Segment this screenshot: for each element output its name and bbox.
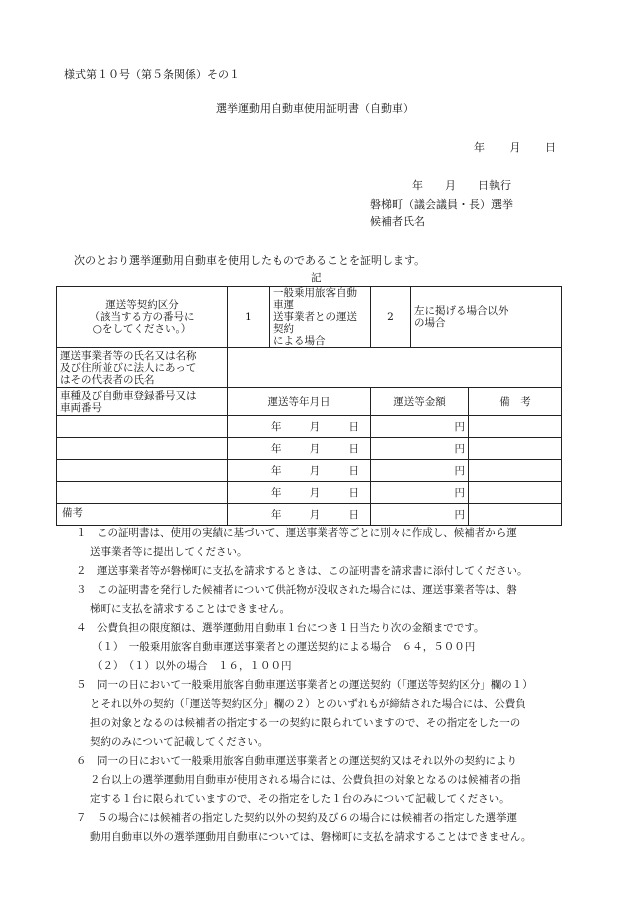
amount-cell[interactable]: 円 [371, 482, 469, 504]
note-line: ７ ５の場合には候補者の指定した契約以外の契約及び６の場合には候補者の指定した選挙運 [76, 812, 517, 824]
table-row [57, 482, 562, 504]
note-line: 送事業者等に提出してください。 [90, 546, 248, 558]
date-cell[interactable]: 年 月 日 [228, 460, 371, 482]
col-date-header: 運送等年月日 [228, 388, 371, 416]
amount-cell[interactable]: 円 [371, 416, 469, 438]
note-line: （２） （１）以外の場合 １６，１００円 [92, 660, 292, 672]
notes-heading: 備考 [62, 507, 83, 519]
note-line: ４ 公費負担の限度額は、選挙運動用自動車１台につき１日当たり次の金額までです。 [76, 622, 485, 634]
date-cell[interactable]: 年 月 日 [228, 504, 371, 526]
note-line: 定する１台に限られていますので、その指定をした１台のみについて記載してください。 [90, 793, 510, 805]
certification-statement: 次のとおり選挙運動用自動車を使用したものであることを証明します。 [74, 254, 426, 267]
ki-label: 記 [311, 272, 322, 284]
note-line: 梯町に支払を請求することはできません。 [90, 603, 291, 615]
form-number: 様式第１０号（第５条関係）その１ [64, 68, 240, 81]
remarks-cell[interactable] [469, 460, 562, 482]
contract-category-label: 運送等契約区分 （該当する方の番号に ○をしてください。） [57, 287, 228, 348]
note-line: ２台以上の選挙運動用自動車が使用される場合には、公費負担の対象となるのは候補者の指 [90, 774, 521, 786]
note-line: 動用自動車以外の選挙運動用自動車については、磐梯町に支払を請求することはできません。 [90, 831, 532, 843]
election-date: 年 月 日執行 [412, 179, 511, 192]
vehicle-cell[interactable] [57, 438, 228, 460]
table-row [57, 438, 562, 460]
amount-cell[interactable]: 円 [371, 438, 469, 460]
option-2-text: 左に掲げる場合以外 の場合 [411, 287, 562, 348]
vehicle-cell[interactable] [57, 460, 228, 482]
vehicle-label: 車種及び自動車登録番号又は 車両番号 [57, 388, 228, 416]
issue-date: 年 月 日 [474, 141, 556, 154]
date-cell[interactable]: 年 月 日 [228, 416, 371, 438]
amount-cell[interactable]: 円 [371, 504, 469, 526]
note-line: １ この証明書は、使用の実績に基づいて、運送事業者等ごとに別々に作成し、候補者から運 [76, 527, 517, 539]
col-amount-header: 運送等金額 [371, 388, 469, 416]
note-line: ６ 同一の日において一般乗用旅客自動車運送事業者との運送契約又はそれ以外の契約により [76, 755, 517, 767]
table-row [57, 460, 562, 482]
amount-cell[interactable]: 円 [371, 460, 469, 482]
operator-label: 運送事業者等の氏名又は名称 及び住所並びに法人にあって はその代表者の氏名 [57, 348, 228, 388]
vehicle-cell[interactable] [57, 482, 228, 504]
option-2-number[interactable]: 2 [371, 287, 411, 348]
note-line: ５ 同一の日において一般乗用旅客自動車運送事業者との運送契約（「運送等契約区分」欄の１） [76, 679, 533, 691]
remarks-cell[interactable] [469, 438, 562, 460]
note-line: ３ この証明書を発行した候補者について供託物が没収された場合には、運送事業者等は、磐 [76, 584, 517, 596]
candidate-name-label: 候補者氏名 [370, 215, 425, 228]
date-cell[interactable]: 年 月 日 [228, 438, 371, 460]
usage-table [56, 286, 562, 526]
note-line: 担の対象となるのは候補者の指定する一の契約に限られていますので、その指定をした一の [90, 717, 521, 729]
remarks-cell[interactable] [469, 504, 562, 526]
table-row [57, 416, 562, 438]
note-line: （１） 一般乗用旅客自動車運送事業者との運送契約による場合 ６４，５００円 [92, 641, 476, 653]
remarks-cell[interactable] [469, 482, 562, 504]
note-line: ２ 運送事業者等が磐梯町に支払を請求するときは、この証明書を請求書に添付してください。 [76, 565, 528, 577]
table-row [57, 504, 562, 526]
vehicle-cell[interactable] [57, 416, 228, 438]
col-remarks-header: 備 考 [469, 388, 562, 416]
document-title: 選挙運動用自動車使用証明書（自動車） [216, 102, 414, 115]
operator-field[interactable] [228, 348, 562, 388]
note-line: 契約のみについて記載してください。 [90, 736, 269, 748]
option-1-number[interactable]: 1 [228, 287, 270, 348]
remarks-cell[interactable] [469, 416, 562, 438]
election-name: 磐梯町（議会議員・長）選挙 [370, 198, 513, 211]
note-line: とそれ以外の契約（「運送等契約区分」欄の２）とのいずれもが締結された場合には、公費負 [90, 698, 526, 710]
date-cell[interactable]: 年 月 日 [228, 482, 371, 504]
option-1-text: 一般乗用旅客自動車運 送事業者との運送契約 による場合 [270, 287, 371, 348]
